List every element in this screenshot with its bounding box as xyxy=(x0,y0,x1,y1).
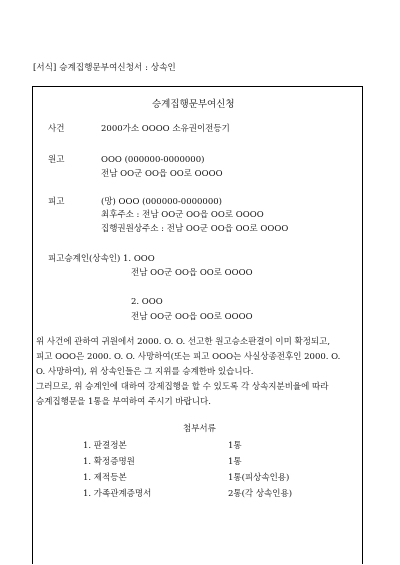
case-value: 2000가소 OOOO 소유권이전등기 xyxy=(101,124,230,134)
attachment-name: 1. 제적등본 xyxy=(83,473,127,483)
plaintiff-label: 원고 xyxy=(48,155,65,165)
document-title: 승계집행문부여신청 xyxy=(152,99,235,110)
successor-label: 피고승계인(상속인) 1. OOO xyxy=(48,254,155,264)
plaintiff-name: OOO (000000-0000000) xyxy=(101,155,205,165)
successor-name-2: 2. OOO xyxy=(131,297,163,307)
attachment-name: 1. 가족관계증명서 xyxy=(83,489,152,499)
defendant-registered-address: 집행권원상주소 : 전남 OO군 OO읍 OO로 OOOO xyxy=(101,224,289,234)
body-line: 승계집행문을 1통을 부여하여 주시기 바랍니다. xyxy=(36,397,211,407)
form-header-label: [서식] 승계집행문부여신청서 : 상속인 xyxy=(33,63,176,73)
successor-address-1: 전남 OO군 OO읍 OO로 OOOO xyxy=(131,268,253,278)
body-line: 피고 OOO은 2000. O. O. 사망하여(또는 피고 OOO는 사실상종전후인 2000. O. xyxy=(36,352,341,362)
body-line: 위 사건에 관하여 귀원에서 2000. O. O. 선고한 원고승소판결이 이미 확정되고, xyxy=(36,337,331,347)
case-label: 사건 xyxy=(48,124,65,134)
attachment-name: 1. 판결정본 xyxy=(83,441,127,451)
plaintiff-address: 전남 OO군 OO읍 OO로 OOOO xyxy=(101,169,223,179)
attachment-qty: 2통(각 상속인용) xyxy=(228,489,293,499)
defendant-name: (망) OOO (000000-0000000) xyxy=(101,197,222,207)
document-box xyxy=(32,86,363,564)
defendant-label: 피고 xyxy=(48,197,65,207)
attachment-qty: 1통(피상속인용) xyxy=(228,473,290,483)
attachments-title: 첨부서류 xyxy=(183,424,216,434)
attachment-qty: 1통 xyxy=(228,441,242,451)
defendant-last-address: 최후주소 : 전남 OO군 OO읍 OO로 OOOO xyxy=(101,210,264,220)
body-line: O. 사망하여), 위 상속인들은 그 지위를 승계한바 있습니다. xyxy=(36,367,254,377)
attachment-name: 1. 확정증명원 xyxy=(83,457,135,467)
attachment-qty: 1통 xyxy=(228,457,242,467)
body-line: 그러므로, 위 승계인에 대하여 강제집행을 할 수 있도록 각 상속지분비율에 따라 xyxy=(36,382,329,392)
successor-address-2: 전남 OO군 OO읍 OO로 OOOO xyxy=(131,312,253,322)
